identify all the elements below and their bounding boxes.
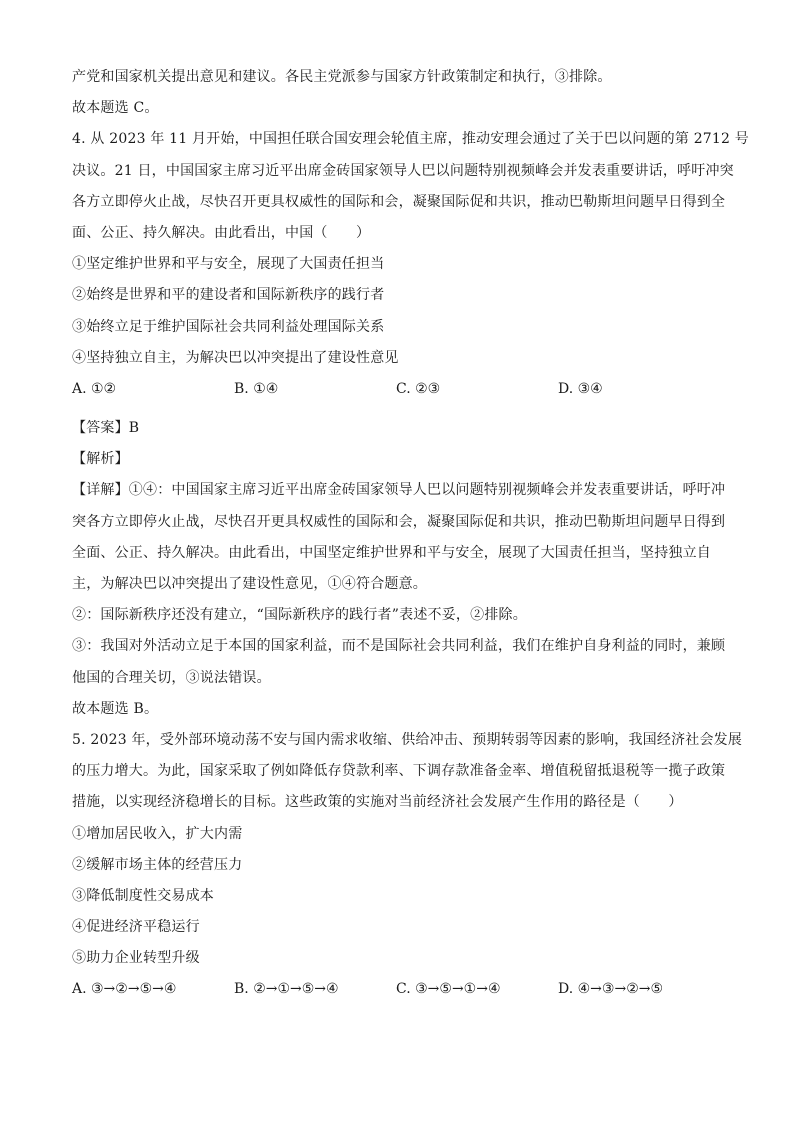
q4-analysis-line: ③：我国对外活动立足于本国的国家利益，而不是国际社会共同利益，我们在维护自身利益的同时，兼顾 (72, 638, 726, 655)
q4-option-c: C. ②③ (396, 380, 441, 397)
q4-analysis-line: 【详解】①④：中国国家主席习近平出席金砖国家领导人巴以问题特别视频峰会并发表重要讲话，呼吁冲 (72, 482, 726, 499)
document-page (72, 62, 749, 1006)
q4-stem-line: 决议。21 日，中国国家主席习近平出席金砖国家领导人巴以问题特别视频峰会并发表重要讲话，呼吁冲突 (72, 162, 734, 179)
q5-item-2: ②缓解市场主体的经营压力 (72, 856, 243, 873)
q4-item-4: ④坚持独立自主，为解决巴以冲突提出了建设性意见 (72, 349, 399, 366)
q4-option-b: B. ①④ (234, 380, 279, 397)
q4-stem-line: 各方立即停火止战，尽快召开更具权威性的国际和会，凝聚国际促和共识，推动巴勒斯坦问题早日得到全 (72, 193, 726, 210)
q4-options (72, 374, 722, 405)
question-4 (72, 124, 749, 725)
q5-option-b: B. ②→①→⑤→④ (234, 981, 339, 998)
q4-analysis-line: 他国的合理关切，③说法错误。 (72, 669, 271, 686)
q5-option-d: D. ④→③→②→⑤ (558, 981, 664, 998)
q4-item-3: ③始终立足于维护国际社会共同利益处理国际关系 (72, 318, 385, 335)
q4-analysis-line: 全面、公正、持久解决。由此看出，中国坚定维护世界和平与安全，展现了大国责任担当，坚持独立自 (72, 544, 711, 561)
q5-item-5: ⑤助力企业转型升级 (72, 950, 200, 967)
q4-item-1: ①坚定维护世界和平与安全，展现了大国责任担当 (72, 256, 385, 273)
q4-item-2: ②始终是世界和平的建设者和国际新秩序的践行者 (72, 287, 385, 304)
q4-stem-line: 面、公正、持久解决。由此看出，中国（ ） (72, 224, 371, 241)
q4-analysis-line: 突各方立即停火止战，尽快召开更具权威性的国际和会，凝聚国际促和共识，推动巴勒斯坦问题早日得到 (72, 513, 726, 530)
q5-stem-line: 5. 2023 年，受外部环境动荡不安与国内需求收缩、供给冲击、预期转弱等因素的影响，我国经济社会发展 (72, 731, 743, 748)
q5-stem-line: 的压力增大。为此，国家采取了例如降低存贷款利率、下调存款准备金率、增值税留抵退税等一揽子政策 (72, 763, 726, 780)
q4-option-d: D. ③④ (558, 380, 603, 397)
q5-option-a: A. ③→②→⑤→④ (72, 981, 177, 998)
q4-option-a: A. ①② (72, 380, 117, 397)
question-5 (72, 725, 743, 1006)
q5-stem-line: 措施，以实现经济稳增长的目标。这些政策的实施对当前经济社会发展产生作用的路径是（ ） (72, 794, 683, 811)
q5-item-4: ④促进经济平稳运行 (72, 919, 200, 936)
intro-conclusion: 故本题选 C。 (72, 100, 159, 117)
q5-item-1: ①增加居民收入，扩大内需 (72, 825, 243, 842)
q5-options (72, 974, 722, 1005)
q4-analysis-title: 【解析】 (72, 451, 129, 468)
q4-stem-line: 4. 从 2023 年 11 月开始，中国担任联合国安理会轮值主席，推动安理会通过了关于巴以问题的第 2712 号 (72, 131, 749, 148)
q4-answer: 【答案】B (72, 420, 140, 437)
q4-analysis-line: ②：国际新秩序还没有建立，“国际新秩序的践行者”表述不妥，②排除。 (72, 607, 527, 624)
q5-option-c: C. ③→⑤→①→④ (396, 981, 501, 998)
q4-analysis-line: 主，为解决巴以冲突提出了建设性意见，①④符合题意。 (72, 576, 427, 592)
q5-item-3: ③降低制度性交易成本 (72, 887, 214, 904)
q4-conclusion: 故本题选 B。 (72, 700, 159, 717)
intro-line: 产党和国家机关提出意见和建议。各民主党派参与国家方针政策制定和执行，③排除。 (72, 69, 612, 85)
